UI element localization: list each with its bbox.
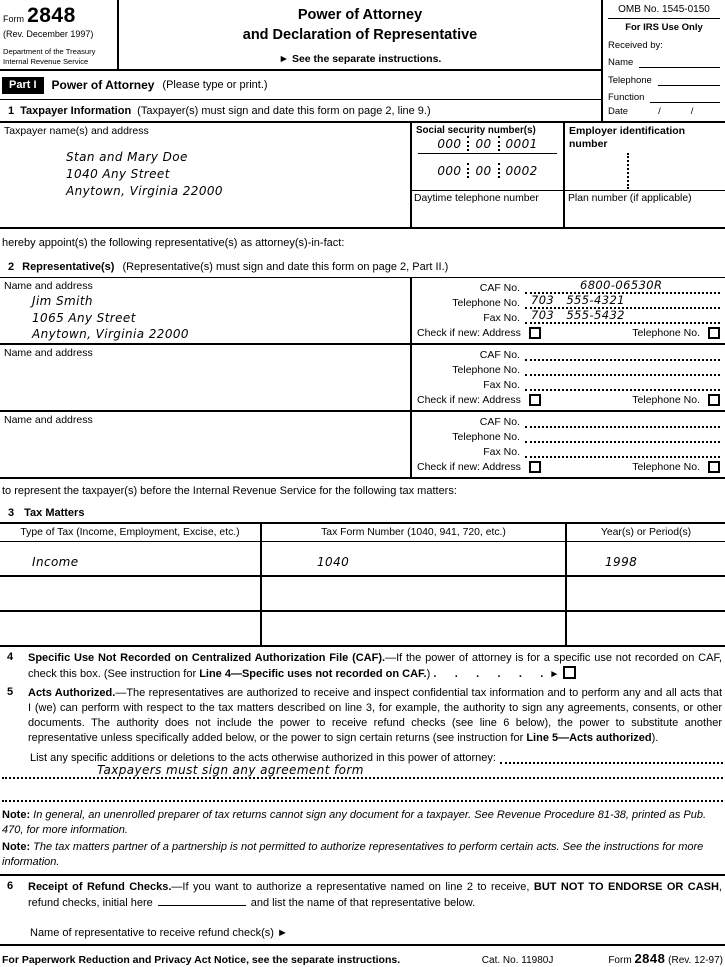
rep3-new-address-checkbox[interactable] — [529, 461, 541, 473]
check-if-new-telephone-label: Telephone No. — [632, 327, 700, 339]
irs-name-label: Name — [608, 57, 634, 68]
line5-bold-ref: Line 5—Acts authorized — [526, 732, 652, 744]
tax-form-cell[interactable]: 1040 — [260, 542, 565, 575]
rep3-new-telephone-checkbox[interactable] — [708, 461, 720, 473]
rep1-city-value: Anytown, Virginia 22000 — [32, 327, 189, 341]
tax-years-cell[interactable]: 1998 — [565, 542, 725, 575]
rep1-contact-cell — [410, 278, 725, 343]
ssn-separator — [498, 136, 500, 151]
form-number: 2848 — [27, 4, 76, 27]
rep1-fax-value: 703 555-5432 — [531, 308, 625, 322]
irs-use-only-title: For IRS Use Only — [625, 22, 703, 33]
line5-number: 5 — [7, 686, 14, 698]
refund-representative-row[interactable] — [0, 911, 725, 946]
initial-here-field[interactable] — [158, 895, 246, 906]
rep3-telephone-field[interactable] — [525, 430, 720, 443]
daytime-phone-cell[interactable] — [412, 190, 563, 227]
taxpayer-street-value: 1040 Any Street — [66, 167, 170, 181]
line5-body-text: —The representatives are authorized to receive and inspect confidential tax information and to perform any and all acts that I (we) can perform with respect to the tax matters described on line 3, for example, the authority to sign any agreements, consents, or other documents. The authority does not include the power to receive refund checks (see line 6 below), the power to substitute another representative unless specifically added below, or the power to sign certain returns (see instruction for — [28, 687, 722, 744]
check-if-new-address-label: Check if new: Address — [417, 327, 521, 339]
date-slash: / — [690, 106, 694, 117]
fax-label: Fax No. — [483, 379, 520, 391]
form-title-block — [119, 0, 601, 69]
check-if-new-address-label: Check if new: Address — [417, 461, 521, 473]
ssn-separator — [498, 163, 500, 178]
irs-function-field[interactable] — [650, 92, 720, 103]
line4-close-paren: ) — [426, 668, 431, 680]
tax-type-cell[interactable] — [0, 577, 260, 610]
ein-separator — [627, 153, 629, 189]
rep1-caf-value: 6800-06530R — [580, 278, 663, 292]
see-instructions-note: ► See the separate instructions. — [278, 53, 442, 65]
dot-leader: . . . . . . — [433, 668, 544, 680]
line6-bold-warning: BUT NOT TO ENDORSE OR CASH — [533, 881, 719, 893]
line6-item — [0, 876, 725, 911]
ssn-separator — [467, 136, 469, 151]
telephone-label: Telephone No. — [452, 364, 520, 376]
line2-title: Representative(s) — [22, 261, 115, 273]
line4-number: 4 — [7, 651, 14, 663]
ssn2-serial: 0002 — [505, 163, 538, 178]
daytime-phone-label: Daytime telephone number — [414, 193, 539, 204]
irs-telephone-field[interactable] — [658, 75, 720, 86]
rep2-name-address-cell[interactable] — [0, 345, 410, 410]
rep-name-address-label: Name and address — [4, 280, 93, 292]
check-if-new-telephone-label: Telephone No. — [632, 461, 700, 473]
tax-form-cell[interactable] — [260, 577, 565, 610]
line5-title: Acts Authorized. — [28, 687, 116, 699]
irs-function-label: Function — [608, 92, 645, 103]
form-title-line2: and Declaration of Representative — [242, 27, 478, 43]
ssn-separator — [467, 163, 469, 178]
omb-number: OMB No. 1545-0150 — [608, 0, 720, 19]
line1-heading — [0, 100, 601, 121]
rep1-street-value: 1065 Any Street — [32, 310, 136, 325]
note-label: Note: — [2, 809, 31, 821]
line1-title: Taxpayer Information — [20, 104, 132, 117]
form-revision: (Rev. December 1997) — [3, 29, 94, 39]
catalog-number: Cat. No. 11980J — [481, 955, 554, 966]
tax-type-column-header: Type of Tax (Income, Employment, Excise, etc.) — [20, 527, 240, 538]
telephone-label: Telephone No. — [452, 297, 520, 309]
rep1-name-address-cell[interactable] — [0, 278, 410, 343]
rep3-caf-field[interactable] — [525, 415, 720, 428]
table-row — [0, 577, 725, 612]
check-if-new-address-label: Check if new: Address — [417, 394, 521, 406]
ein-label-line2: number — [569, 138, 608, 150]
line6-body-text: —If you want to authorize a representative named on line 2 to receive, — [171, 881, 534, 893]
part1-heading — [0, 71, 601, 100]
ssn2-value — [418, 163, 557, 178]
caf-label: CAF No. — [479, 416, 520, 428]
rep2-fax-field[interactable] — [525, 378, 720, 391]
line3-heading — [0, 505, 725, 524]
tax-form-column-header: Tax Form Number (1040, 941, 720, etc.) — [260, 524, 565, 541]
additions-write-in-line[interactable] — [2, 788, 723, 802]
line2-heading — [0, 259, 725, 278]
footer-form-number: 2848 — [634, 951, 666, 966]
line6-title: Receipt of Refund Checks. — [28, 881, 172, 893]
rep2-new-telephone-checkbox[interactable] — [708, 394, 720, 406]
right-arrow-icon: ► — [549, 669, 560, 680]
table-row — [0, 612, 725, 647]
telephone-label: Telephone No. — [452, 431, 520, 443]
note-label: Note: — [2, 841, 31, 853]
taxpayer-city-value: Anytown, Virginia 22000 — [66, 184, 223, 198]
caf-label: CAF No. — [479, 349, 520, 361]
note-tax-matters-partner — [2, 840, 723, 869]
tax-years-cell[interactable] — [565, 577, 725, 610]
rep1-name-value: Jim Smith — [32, 294, 93, 308]
paperwork-notice: For Paperwork Reduction and Privacy Act Notice, see the separate instructions. — [2, 954, 401, 966]
additions-deletions-label: List any specific additions or deletions to the acts otherwise authorized in this power of attorney: — [30, 752, 496, 764]
tax-type-cell[interactable] — [0, 612, 260, 645]
form-word: Form — [3, 14, 24, 24]
tax-years-column-header: Year(s) or Period(s) — [565, 524, 725, 541]
date-slash: / — [658, 106, 661, 117]
table-row — [0, 542, 725, 577]
irs-use-only-box — [601, 0, 725, 121]
dept-treasury: Department of the Treasury — [3, 47, 96, 56]
footer-form-word: Form — [608, 955, 632, 966]
rep2-contact-cell — [410, 345, 725, 410]
form-footer — [0, 946, 725, 967]
ssn-label: Social security number(s) — [416, 125, 536, 136]
form-id-block — [0, 0, 119, 69]
irs-telephone-label: Telephone — [608, 74, 652, 86]
note-text: The tax matters partner of a partnership is not permitted to authorize representatives to perform certain acts. See the instructions for more information. — [2, 841, 704, 868]
tax-table-header-row — [0, 524, 725, 542]
line5-text — [28, 686, 725, 746]
notes-block — [0, 808, 725, 876]
form-title-line1: Power of Attorney — [297, 7, 423, 23]
line2-hint: (Representative(s) must sign and date this form on page 2, Part II.) — [122, 261, 449, 273]
part1-title: Power of Attorney — [51, 78, 155, 92]
ssn1-area: 000 — [437, 136, 462, 151]
irs-date-label: Date — [608, 106, 629, 117]
ssn1-value — [418, 136, 557, 151]
header-row — [0, 0, 601, 71]
rep2-caf-field[interactable] — [525, 348, 720, 361]
header-left-block — [0, 0, 601, 121]
rep1-new-telephone-checkbox[interactable] — [708, 327, 720, 339]
rep3-fax-field[interactable] — [525, 445, 720, 458]
tax-years-cell[interactable] — [565, 612, 725, 645]
ein-cell — [563, 123, 725, 227]
received-by-label: Received by: — [608, 39, 663, 51]
plan-number-label: Plan number (if applicable) — [568, 193, 692, 204]
line6-body-text2: , refund checks, initial here — [28, 881, 722, 909]
additions-write-in-line[interactable] — [2, 764, 723, 779]
rep3-contact-cell — [410, 412, 725, 477]
ssn1-group: 00 — [475, 136, 492, 151]
representative-block-2 — [0, 345, 725, 412]
taxpayer-name-value: Stan and Mary Doe — [66, 150, 188, 164]
line2-number: 2 — [8, 261, 15, 273]
rep-name-address-label: Name and address — [4, 347, 93, 359]
part1-badge: Part I — [2, 77, 44, 94]
line4-item — [0, 647, 725, 682]
fax-label: Fax No. — [483, 312, 520, 324]
rep2-new-address-checkbox[interactable] — [529, 394, 541, 406]
representative-block-1 — [0, 278, 725, 345]
footer-revision: (Rev. 12-97) — [668, 955, 723, 966]
ssn2-area: 000 — [437, 163, 462, 178]
line1-number: 1 — [8, 104, 15, 117]
tax-form-cell[interactable] — [260, 612, 565, 645]
fax-label: Fax No. — [483, 446, 520, 458]
ssn2-group: 00 — [475, 163, 492, 178]
taxpayer-name-address-cell[interactable] — [0, 123, 410, 227]
irs-name-field[interactable] — [639, 57, 720, 68]
line4-title: Specific Use Not Recorded on Centralized Authorization File (CAF). — [28, 652, 386, 664]
rep-name-address-label: Name and address — [4, 414, 93, 426]
additions-field[interactable] — [500, 751, 723, 764]
line3-number: 3 — [8, 507, 15, 519]
line4-body-text: —If the power of attorney is for a specific use not recorded on CAF, check this box. (See instruction for — [28, 652, 722, 680]
rep1-telephone-value: 703 555-4321 — [531, 293, 625, 307]
rep3-name-address-cell[interactable] — [0, 412, 410, 477]
ein-label-line1: Employer identification — [569, 125, 686, 137]
refund-representative-label: Name of representative to receive refund check(s) ► — [30, 927, 288, 939]
line1-hint: (Taxpayer(s) must sign and date this form on page 2, line 9.) — [137, 104, 431, 117]
check-if-new-telephone-label: Telephone No. — [632, 394, 700, 406]
line5-item — [0, 682, 725, 746]
taxpayer-name-address-label: Taxpayer name(s) and address — [4, 125, 149, 137]
plan-number-cell[interactable] — [565, 190, 725, 227]
representative-block-3 — [0, 412, 725, 479]
ssn-cell — [410, 123, 563, 227]
tax-type-cell[interactable]: Income — [32, 555, 79, 569]
handwritten-addition-value: Taxpayers must sign any agreement form — [97, 763, 364, 777]
line6-body-text3: and list the name of that representative below. — [250, 897, 476, 909]
specific-use-checkbox[interactable] — [563, 666, 576, 679]
rep1-new-address-checkbox[interactable] — [529, 327, 541, 339]
represent-statement: to represent the taxpayer(s) before the Internal Revenue Service for the following tax matters: — [2, 485, 457, 497]
dept-irs: Internal Revenue Service — [3, 56, 89, 66]
line6-text — [28, 880, 725, 911]
line4-bold-ref: Line 4—Specific uses not recorded on CAF. — [199, 668, 427, 680]
line4-text — [28, 651, 725, 682]
ssn1-serial: 0001 — [505, 136, 538, 151]
taxpayer-info-block — [0, 123, 725, 229]
footer-form-id — [608, 951, 723, 966]
note-text: In general, an unenrolled preparer of tax returns cannot sign any document for a taxpayer. See Revenue Procedure 81-38, printed as Pub. 470, for more information. — [2, 809, 707, 836]
caf-label: CAF No. — [479, 282, 520, 294]
rep1-fax-field[interactable] — [525, 308, 720, 324]
form-header — [0, 0, 725, 123]
tax-matters-table — [0, 524, 725, 647]
part1-hint: (Please type or print.) — [162, 79, 268, 91]
line6-number: 6 — [7, 880, 14, 892]
rep2-telephone-field[interactable] — [525, 363, 720, 376]
line5-close-paren: ). — [651, 732, 659, 744]
line3-title: Tax Matters — [24, 507, 85, 519]
appoint-statement: hereby appoint(s) the following representative(s) as attorney(s)-in-fact: — [2, 237, 345, 249]
note-unenrolled-preparer — [2, 808, 723, 837]
